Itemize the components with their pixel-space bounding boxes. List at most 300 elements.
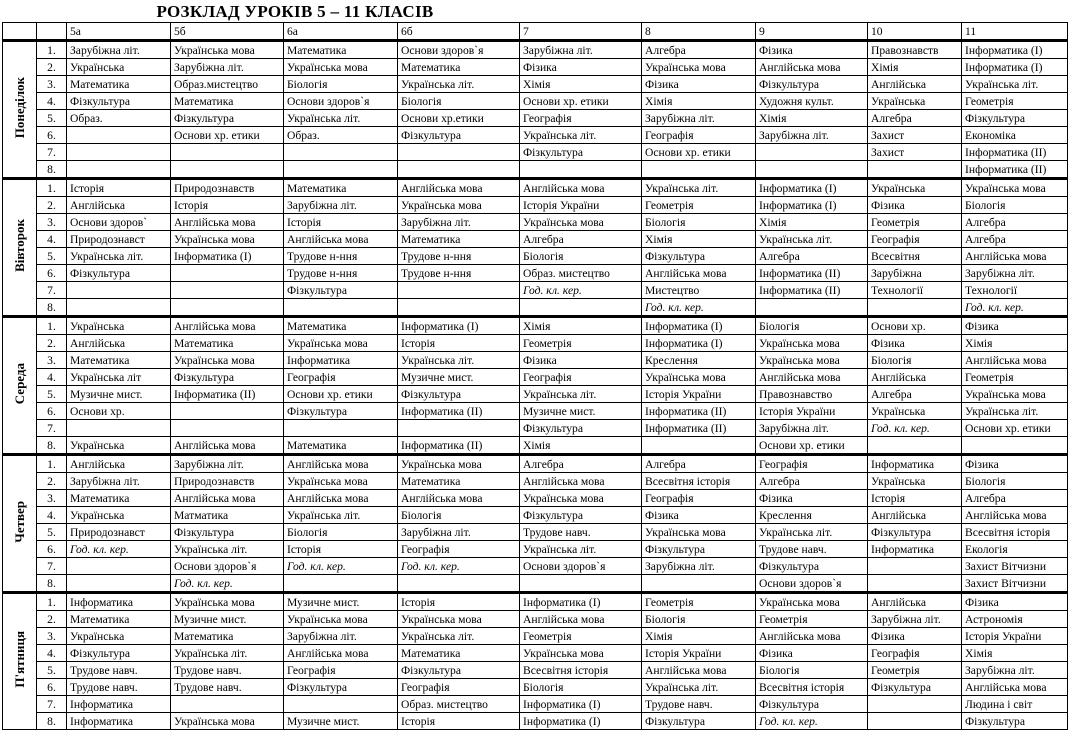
lesson-cell: Українська мова bbox=[398, 611, 520, 628]
lesson-cell: Українська літ. bbox=[756, 524, 868, 541]
lesson-cell: Математика bbox=[398, 645, 520, 662]
lesson-cell bbox=[398, 161, 520, 179]
lesson-cell: Алгебра bbox=[868, 110, 962, 127]
lesson-cell: Економіка bbox=[962, 127, 1068, 144]
lesson-cell bbox=[284, 144, 398, 161]
lesson-cell: Історія bbox=[284, 541, 398, 558]
lesson-cell: Інформатика (ІІ) bbox=[962, 144, 1068, 161]
page-title: РОЗКЛАД УРОКІВ 5 – 11 КЛАСІВ bbox=[156, 2, 434, 21]
lesson-number: 7. bbox=[37, 282, 67, 299]
lesson-cell: Основи хр. етики bbox=[520, 93, 642, 110]
lesson-row bbox=[3, 558, 1068, 575]
day-name: П'ятниця bbox=[12, 631, 27, 688]
lesson-row bbox=[3, 335, 1068, 352]
lesson-cell: Фізика bbox=[962, 455, 1068, 473]
lesson-cell bbox=[756, 161, 868, 179]
lesson-cell: Всесвітня bbox=[868, 248, 962, 265]
lesson-cell: Хімія bbox=[520, 437, 642, 455]
lesson-cell: Біологія bbox=[756, 662, 868, 679]
lesson-cell: Фізика bbox=[868, 628, 962, 645]
lesson-cell: Фізкультура bbox=[398, 127, 520, 144]
day-name: Четвер bbox=[12, 500, 27, 543]
lesson-cell: Англійська мова bbox=[284, 645, 398, 662]
lesson-cell: Математика bbox=[171, 335, 284, 352]
lesson-cell: Фізика bbox=[756, 645, 868, 662]
lesson-cell: Українська мова bbox=[284, 335, 398, 352]
header-day bbox=[3, 23, 37, 41]
lesson-cell: Природознавств bbox=[171, 473, 284, 490]
class-header: 7 bbox=[520, 23, 642, 41]
lesson-cell: Українська літ. bbox=[171, 541, 284, 558]
lesson-cell: Біологія bbox=[756, 317, 868, 335]
lesson-cell bbox=[171, 144, 284, 161]
lesson-cell: Основи здоров`я bbox=[756, 575, 868, 593]
lesson-row bbox=[3, 76, 1068, 93]
lesson-cell: Інформатика (ІІ) bbox=[398, 403, 520, 420]
lesson-cell: Біологія bbox=[868, 352, 962, 369]
lesson-cell: Інформатика (І) bbox=[756, 197, 868, 214]
lesson-cell: Основи хр. етики bbox=[756, 437, 868, 455]
lesson-cell: Географія bbox=[398, 541, 520, 558]
lesson-cell: Мистецтво bbox=[642, 282, 756, 299]
lesson-cell: Математика bbox=[398, 231, 520, 248]
lesson-cell: Фізика bbox=[642, 507, 756, 524]
lesson-cell bbox=[520, 575, 642, 593]
lesson-cell: Зарубіжна літ. bbox=[284, 628, 398, 645]
lesson-cell: Образ.мистецтво bbox=[171, 76, 284, 93]
lesson-cell: Англійська мова bbox=[171, 214, 284, 231]
lesson-cell: Біологія bbox=[642, 214, 756, 231]
lesson-cell bbox=[171, 420, 284, 437]
day-label bbox=[3, 41, 37, 179]
lesson-cell: Інформатика (ІІ) bbox=[171, 386, 284, 403]
lesson-number: 6. bbox=[37, 127, 67, 144]
lesson-cell: Трудове навч. bbox=[520, 524, 642, 541]
lesson-cell: Фізика bbox=[520, 59, 642, 76]
lesson-cell: Фізкультура bbox=[962, 110, 1068, 127]
lesson-cell: Год. кл. кер. bbox=[642, 299, 756, 317]
lesson-cell: Фізкультура bbox=[642, 541, 756, 558]
class-header: 5а bbox=[67, 23, 171, 41]
lesson-cell bbox=[520, 299, 642, 317]
lesson-cell: Захист bbox=[868, 144, 962, 161]
lesson-cell: Трудове н-ння bbox=[284, 248, 398, 265]
lesson-cell bbox=[67, 161, 171, 179]
lesson-cell bbox=[284, 299, 398, 317]
lesson-number: 5. bbox=[37, 524, 67, 541]
lesson-cell: Алгебра bbox=[962, 231, 1068, 248]
lesson-cell: Алгебра bbox=[962, 490, 1068, 507]
lesson-cell: Українська літ. bbox=[642, 679, 756, 696]
lesson-cell bbox=[67, 299, 171, 317]
lesson-cell: Хімія bbox=[868, 59, 962, 76]
lesson-cell: Год. кл. кер. bbox=[398, 558, 520, 575]
lesson-cell: Історія bbox=[171, 197, 284, 214]
lesson-cell: Українська мова bbox=[171, 352, 284, 369]
lesson-cell: Основи здоров`я bbox=[398, 41, 520, 59]
lesson-cell: Основи хр. етики bbox=[284, 386, 398, 403]
lesson-cell: Зарубіжна літ. bbox=[284, 197, 398, 214]
lesson-row bbox=[3, 679, 1068, 696]
lesson-cell: Англійська мова bbox=[756, 628, 868, 645]
lesson-row bbox=[3, 127, 1068, 144]
lesson-number: 6. bbox=[37, 541, 67, 558]
lesson-cell: Українська літ. bbox=[171, 645, 284, 662]
lesson-cell: Образ. bbox=[284, 127, 398, 144]
day-label bbox=[3, 179, 37, 317]
lesson-row bbox=[3, 41, 1068, 59]
lesson-number: 4. bbox=[37, 507, 67, 524]
lesson-row bbox=[3, 593, 1068, 611]
lesson-cell: Образ. мистецтво bbox=[520, 265, 642, 282]
lesson-cell: Англійська мова bbox=[171, 490, 284, 507]
lesson-cell: Інформатика (І) bbox=[642, 335, 756, 352]
lesson-cell: Трудове н-ння bbox=[398, 248, 520, 265]
lesson-number: 7. bbox=[37, 558, 67, 575]
lesson-cell: Українська мова bbox=[520, 645, 642, 662]
lesson-cell: Українська літ. bbox=[756, 231, 868, 248]
lesson-cell: Англійська мова bbox=[962, 248, 1068, 265]
lesson-cell bbox=[171, 282, 284, 299]
lesson-row bbox=[3, 59, 1068, 76]
lesson-cell: Всесвітня історія bbox=[962, 524, 1068, 541]
lesson-cell: Фізика bbox=[962, 317, 1068, 335]
schedule-table bbox=[2, 22, 1068, 730]
class-header: 10 bbox=[868, 23, 962, 41]
lesson-cell: Зарубіжна bbox=[868, 265, 962, 282]
lesson-cell: Українська мова bbox=[284, 611, 398, 628]
lesson-cell: Зарубіжна літ. bbox=[756, 420, 868, 437]
lesson-cell: Англійська bbox=[67, 455, 171, 473]
lesson-cell: Всесвітня історія bbox=[520, 662, 642, 679]
lesson-cell: Українська мова bbox=[962, 386, 1068, 403]
lesson-row bbox=[3, 231, 1068, 248]
lesson-cell: Англійська мова bbox=[756, 59, 868, 76]
lesson-cell: Математика bbox=[284, 41, 398, 59]
lesson-cell: Год. кл. кер. bbox=[520, 282, 642, 299]
lesson-cell: Українська літ. bbox=[67, 248, 171, 265]
lesson-cell: Українська мова bbox=[171, 593, 284, 611]
lesson-cell: Фізкультура bbox=[67, 645, 171, 662]
lesson-cell: Зарубіжна літ. bbox=[67, 41, 171, 59]
lesson-cell: Основи хр. етики bbox=[171, 127, 284, 144]
lesson-cell: Англійська bbox=[67, 335, 171, 352]
lesson-cell: Основи хр. bbox=[67, 403, 171, 420]
lesson-cell: Основи здоров`я bbox=[520, 558, 642, 575]
lesson-cell: Правознавств bbox=[868, 41, 962, 59]
lesson-row bbox=[3, 386, 1068, 403]
lesson-cell: Фізкультура bbox=[520, 420, 642, 437]
lesson-cell: Українська мова bbox=[398, 455, 520, 473]
lesson-cell: Правознавство bbox=[756, 386, 868, 403]
lesson-cell: Інформатика (ІІ) bbox=[642, 403, 756, 420]
lesson-cell: Українська bbox=[67, 437, 171, 455]
lesson-cell: Англійська мова bbox=[398, 490, 520, 507]
lesson-number: 1. bbox=[37, 455, 67, 473]
lesson-cell: Хімія bbox=[962, 645, 1068, 662]
lesson-cell: Інформатика (І) bbox=[520, 593, 642, 611]
lesson-cell: Зарубіжна літ. bbox=[520, 41, 642, 59]
lesson-cell: Алгебра bbox=[642, 455, 756, 473]
lesson-cell: Алгебра bbox=[962, 214, 1068, 231]
lesson-cell: Фізкультура bbox=[67, 265, 171, 282]
lesson-cell: Біологія bbox=[398, 93, 520, 110]
lesson-cell: Українська літ. bbox=[398, 628, 520, 645]
lesson-cell bbox=[171, 161, 284, 179]
lesson-cell: Англійська мова bbox=[284, 231, 398, 248]
lesson-cell: Математика bbox=[67, 611, 171, 628]
lesson-cell: Біологія bbox=[520, 679, 642, 696]
lesson-cell: Трудове навч. bbox=[171, 679, 284, 696]
lesson-cell: Зарубіжна літ. bbox=[962, 265, 1068, 282]
lesson-cell: Год. кл. кер. bbox=[962, 299, 1068, 317]
lesson-cell bbox=[398, 420, 520, 437]
lesson-cell: Зарубіжна літ. bbox=[398, 524, 520, 541]
lesson-cell: Зарубіжна літ. bbox=[962, 662, 1068, 679]
lesson-cell: Фізкультура bbox=[171, 369, 284, 386]
class-header: 5б bbox=[171, 23, 284, 41]
lesson-number: 5. bbox=[37, 110, 67, 127]
lesson-cell bbox=[520, 161, 642, 179]
lesson-number: 1. bbox=[37, 317, 67, 335]
lesson-cell: Хімія bbox=[756, 214, 868, 231]
day-label bbox=[3, 593, 37, 730]
lesson-cell: Українська мова bbox=[171, 41, 284, 59]
lesson-cell: Фізкультура bbox=[520, 144, 642, 161]
lesson-cell: Українська літ. bbox=[962, 403, 1068, 420]
lesson-cell: Інформатика (І) bbox=[642, 317, 756, 335]
lesson-cell: Хімія bbox=[756, 110, 868, 127]
lesson-cell: Трудове навч. bbox=[642, 696, 756, 713]
lesson-cell: Історія bbox=[398, 593, 520, 611]
lesson-cell: Основи хр.етики bbox=[398, 110, 520, 127]
lesson-cell bbox=[171, 265, 284, 282]
class-header: 6а bbox=[284, 23, 398, 41]
lesson-cell: Англійська bbox=[868, 369, 962, 386]
lesson-cell bbox=[284, 420, 398, 437]
lesson-cell: Алгебра bbox=[520, 231, 642, 248]
lesson-row bbox=[3, 437, 1068, 455]
lesson-cell: Інформатика (І) bbox=[398, 317, 520, 335]
lesson-cell: Фізика bbox=[520, 352, 642, 369]
lesson-cell: Українська мова bbox=[642, 524, 756, 541]
lesson-cell: Біологія bbox=[398, 507, 520, 524]
lesson-cell: Технології bbox=[962, 282, 1068, 299]
lesson-cell bbox=[868, 696, 962, 713]
lesson-cell bbox=[868, 161, 962, 179]
lesson-cell: Українська літ bbox=[67, 369, 171, 386]
lesson-cell: Англійська bbox=[67, 197, 171, 214]
lesson-cell: Українська мова bbox=[756, 335, 868, 352]
lesson-cell: Українська літ. bbox=[520, 541, 642, 558]
lesson-cell: Українська мова bbox=[642, 59, 756, 76]
lesson-cell: Трудове н-ння bbox=[284, 265, 398, 282]
lesson-cell: Географія bbox=[868, 645, 962, 662]
lesson-cell: Захист bbox=[868, 127, 962, 144]
lesson-row bbox=[3, 611, 1068, 628]
lesson-cell: Хімія bbox=[520, 76, 642, 93]
lesson-cell: Фізкультура bbox=[398, 386, 520, 403]
lesson-cell: Алгебра bbox=[756, 248, 868, 265]
lesson-cell: Англійська мова bbox=[398, 179, 520, 197]
lesson-cell: Інформатика bbox=[868, 541, 962, 558]
lesson-cell: Фізика bbox=[868, 335, 962, 352]
lesson-cell: Трудове навч. bbox=[67, 679, 171, 696]
lesson-cell: Українська літ. bbox=[284, 110, 398, 127]
lesson-number: 7. bbox=[37, 144, 67, 161]
lesson-cell: Англійська мова bbox=[284, 455, 398, 473]
lesson-cell: Англійська bbox=[868, 507, 962, 524]
lesson-cell: Англійська мова bbox=[520, 611, 642, 628]
lesson-cell: Українська мова bbox=[642, 369, 756, 386]
lesson-cell: Історія bbox=[67, 179, 171, 197]
lesson-cell: Українська bbox=[868, 403, 962, 420]
lesson-cell: Інформатика (І) bbox=[520, 713, 642, 730]
lesson-cell: Алгебра bbox=[642, 41, 756, 59]
class-header: 8 bbox=[642, 23, 756, 41]
lesson-cell: Інформатика bbox=[67, 696, 171, 713]
lesson-cell: Інформатика (ІІ) bbox=[398, 437, 520, 455]
lesson-cell: Українська мова bbox=[171, 231, 284, 248]
lesson-cell: Українська мова bbox=[962, 179, 1068, 197]
lesson-cell: Математика bbox=[171, 93, 284, 110]
lesson-cell: Інформатика (ІІ) bbox=[756, 265, 868, 282]
lesson-cell bbox=[398, 282, 520, 299]
lesson-row bbox=[3, 403, 1068, 420]
lesson-cell: Зарубіжна літ. bbox=[171, 59, 284, 76]
lesson-cell: Українська bbox=[67, 59, 171, 76]
lesson-cell: Українська літ. bbox=[398, 76, 520, 93]
lesson-cell: Географія bbox=[398, 679, 520, 696]
lesson-cell: Біологія bbox=[962, 473, 1068, 490]
lesson-row bbox=[3, 575, 1068, 593]
lesson-cell: Історія bbox=[284, 214, 398, 231]
lesson-cell: Англійська мова bbox=[520, 179, 642, 197]
lesson-cell: Історія України bbox=[642, 386, 756, 403]
lesson-number: 4. bbox=[37, 93, 67, 110]
lesson-cell: Географія bbox=[642, 490, 756, 507]
lesson-cell: Музичне мист. bbox=[67, 386, 171, 403]
lesson-cell: Образ. мистецтво bbox=[398, 696, 520, 713]
lesson-cell: Образ. bbox=[67, 110, 171, 127]
lesson-number: 7. bbox=[37, 420, 67, 437]
lesson-cell: Біологія bbox=[284, 76, 398, 93]
lesson-number: 8. bbox=[37, 713, 67, 730]
lesson-cell: Музичне мист. bbox=[171, 611, 284, 628]
lesson-cell bbox=[67, 127, 171, 144]
lesson-cell: Основи хр. bbox=[868, 317, 962, 335]
lesson-cell: Українська bbox=[868, 473, 962, 490]
lesson-cell: Хімія bbox=[642, 93, 756, 110]
lesson-number: 5. bbox=[37, 248, 67, 265]
lesson-cell: Основи здоров`я bbox=[171, 558, 284, 575]
lesson-cell: Англійська мова bbox=[962, 352, 1068, 369]
lesson-cell: Фізкультура bbox=[520, 507, 642, 524]
lesson-cell: Математика bbox=[398, 473, 520, 490]
lesson-cell: Історія bbox=[398, 713, 520, 730]
lesson-cell: Українська літ. bbox=[642, 179, 756, 197]
lesson-cell: Географія bbox=[756, 455, 868, 473]
lesson-cell: Біологія bbox=[284, 524, 398, 541]
lesson-row bbox=[3, 282, 1068, 299]
lesson-number: 1. bbox=[37, 593, 67, 611]
lesson-row bbox=[3, 352, 1068, 369]
lesson-cell bbox=[398, 299, 520, 317]
lesson-row bbox=[3, 161, 1068, 179]
lesson-cell: Зарубіжна літ. bbox=[398, 214, 520, 231]
lesson-cell: Зарубіжна літ. bbox=[642, 110, 756, 127]
lesson-number: 2. bbox=[37, 473, 67, 490]
lesson-cell: Геометрія bbox=[520, 628, 642, 645]
class-header: 6б bbox=[398, 23, 520, 41]
lesson-cell bbox=[756, 144, 868, 161]
day-name: Понеділок bbox=[12, 76, 27, 139]
lesson-cell: Фізкультура bbox=[868, 679, 962, 696]
lesson-cell: Інформатика (ІІ) bbox=[642, 420, 756, 437]
lesson-number: 7. bbox=[37, 696, 67, 713]
lesson-cell: Англійська мова bbox=[520, 473, 642, 490]
lesson-cell: Алгебра bbox=[756, 473, 868, 490]
lesson-row bbox=[3, 110, 1068, 127]
lesson-cell: Фізкультура bbox=[171, 524, 284, 541]
lesson-number: 2. bbox=[37, 611, 67, 628]
lesson-cell: Інформатика (І) bbox=[520, 696, 642, 713]
lesson-number: 8. bbox=[37, 575, 67, 593]
lesson-cell: Українська мова bbox=[520, 490, 642, 507]
lesson-cell: Англійська мова bbox=[642, 662, 756, 679]
lesson-row bbox=[3, 645, 1068, 662]
lesson-cell: Географія bbox=[520, 369, 642, 386]
lesson-cell: Фізика bbox=[868, 197, 962, 214]
lesson-cell: Основи здоров`я bbox=[284, 93, 398, 110]
lesson-cell: Історія України bbox=[520, 197, 642, 214]
lesson-cell: Фізкультура bbox=[756, 696, 868, 713]
lesson-cell: Всесвітня історія bbox=[756, 679, 868, 696]
lesson-cell: Художня культ. bbox=[756, 93, 868, 110]
lesson-cell: Географія bbox=[284, 662, 398, 679]
lesson-cell: Історія bbox=[398, 335, 520, 352]
lesson-cell: Математика bbox=[67, 76, 171, 93]
lesson-row bbox=[3, 628, 1068, 645]
lesson-cell: Фізика bbox=[756, 490, 868, 507]
lesson-cell: Геометрія bbox=[868, 662, 962, 679]
lesson-cell: Біологія bbox=[520, 248, 642, 265]
lesson-cell bbox=[868, 575, 962, 593]
lesson-cell bbox=[67, 558, 171, 575]
lesson-row bbox=[3, 713, 1068, 730]
lesson-row bbox=[3, 662, 1068, 679]
lesson-cell bbox=[868, 558, 962, 575]
lesson-cell: Людина і світ bbox=[962, 696, 1068, 713]
lesson-row bbox=[3, 507, 1068, 524]
lesson-cell: Год. кл. кер. bbox=[284, 558, 398, 575]
lesson-cell: Природознавств bbox=[171, 179, 284, 197]
lesson-cell: Англійська мова bbox=[642, 265, 756, 282]
lesson-cell: Англійська мова bbox=[756, 369, 868, 386]
lesson-number: 8. bbox=[37, 437, 67, 455]
lesson-cell: Математика bbox=[67, 490, 171, 507]
lesson-cell: Трудове н-ння bbox=[398, 265, 520, 282]
lesson-cell: Зарубіжна літ. bbox=[642, 558, 756, 575]
lesson-cell: Геометрія bbox=[520, 335, 642, 352]
lesson-cell: Хімія bbox=[962, 335, 1068, 352]
lesson-cell: Фізкультура bbox=[67, 93, 171, 110]
lesson-cell: Геометрія bbox=[642, 197, 756, 214]
lesson-number: 2. bbox=[37, 197, 67, 214]
lesson-number: 4. bbox=[37, 369, 67, 386]
lesson-cell: Фізкультура bbox=[398, 662, 520, 679]
lesson-cell bbox=[642, 575, 756, 593]
